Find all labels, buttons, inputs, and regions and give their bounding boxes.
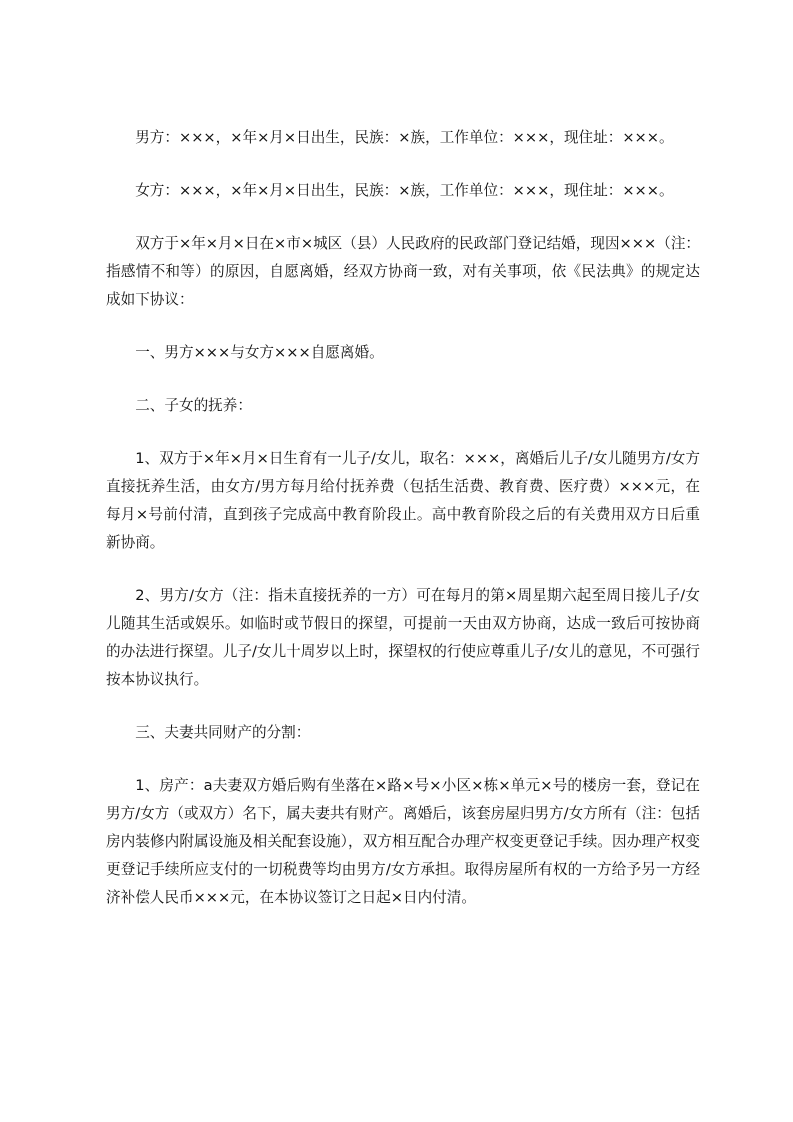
paragraph-marriage-background: 双方于×年×月×日在×市×城区（县）人民政府的民政部门登记结婚，现因×××（注：指感情不和等）的原因，自愿离婚，经双方协商一致，对有关事项，依《民法典》的规定达成如下协议：	[106, 235, 701, 308]
paragraph-wife-info: 女方：×××，×年×月×日出生，民族：×族，工作单位：×××，现住址：×××。	[135, 182, 674, 199]
paragraph-house-property: 1、房产：a夫妻双方婚后购有坐落在×路×号×小区×栋×单元×号的楼房一套，登记在男方/女方（或双方）名下，属夫妻共有财产。离婚后，该套房屋归男方/女方所有（注：包括房内装修内附属设施及相关配套设施），双方相互配合办理产权变更登记手续。因办理产权变更登记手续所应支付的一切税费等均由男方/女方承担。取得房屋所有权的一方给予另一方经济补偿人民币×××元，在本协议签订之日起×日内付清。	[106, 777, 700, 906]
section-child-custody-heading: 二、子女的抚养：	[135, 397, 252, 414]
section-property-division-heading: 三、夫妻共同财产的分割：	[135, 724, 311, 741]
paragraph-child-support: 1、双方于×年×月×日生育有一儿子/女儿，取名：×××，离婚后儿子/女儿随男方/女方直接抚养生活，由女方/男方每月给付抚养费（包括生活费、教育费、医疗费）×××元，在每月×号前付清，直到孩子完成高中教育阶段止。高中教育阶段之后的有关费用双方日后重新协商。	[106, 450, 700, 551]
paragraph-voluntary-divorce: 一、男方×××与女方×××自愿离婚。	[135, 344, 384, 361]
paragraph-visitation: 2、男方/女方（注：指未直接抚养的一方）可在每月的第×周星期六起至周日接儿子/女儿随其生活或娱乐。如临时或节假日的探望，可提前一天由双方协商，达成一致后可按协商的办法进行探望。儿子/女儿十周岁以上时，探望权的行使应尊重儿子/女儿的意见，不可强行按本协议执行。	[106, 587, 700, 688]
document-body	[106, 124, 700, 937]
paragraph-husband-info: 男方：×××，×年×月×日出生，民族：×族，工作单位：×××，现住址：×××。	[135, 129, 674, 146]
